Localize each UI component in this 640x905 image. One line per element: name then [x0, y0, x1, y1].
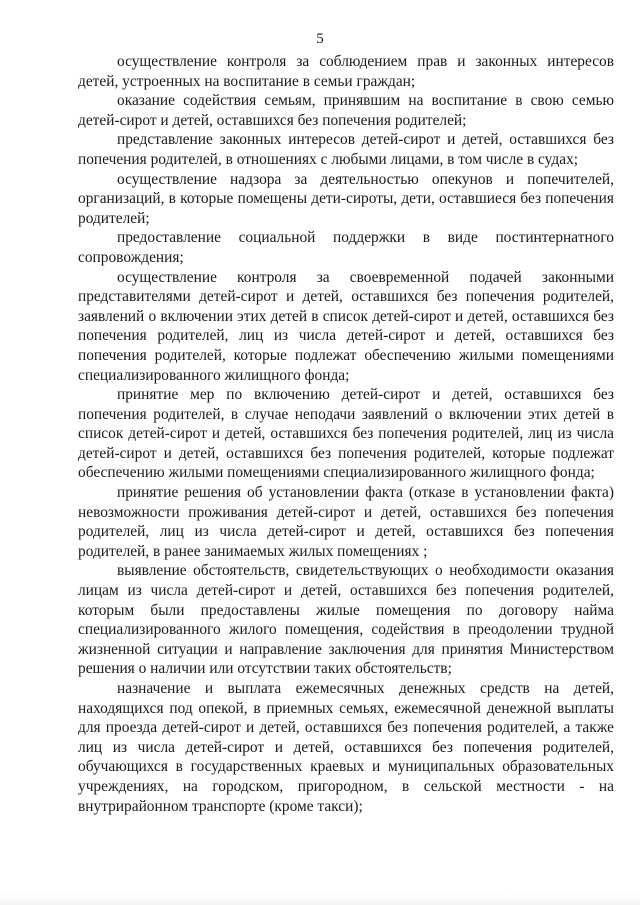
paragraph-6: осуществление контроля за своевременной подачей законными представителями детей-сирот и детей, оставшихся без попечения родителей, заявлений о включении этих детей в список детей-сирот и детей, оставшихся без попечения родителей, лиц из числа детей-сирот и детей, оставшихся без попечения родителей, которые подлежат обеспечению жилыми помещениями специализированного жилищного фонда;	[78, 268, 614, 384]
paragraph-8: принятие решения об установлении факта (отказе в установлении факта) невозможности проживания детей-сирот и детей, оставшихся без попечения родителей, лиц из числа детей-сирот и детей, оставшихся без попечения родителей, в ранее занимаемых жилых помещениях ;	[78, 484, 614, 560]
paragraph-3: представление законных интересов детей-сирот и детей, оставшихся без попечения родителей, в отношениях с любыми лицами, в том числе в судах;	[78, 131, 614, 168]
paragraph-4: осуществление надзора за деятельностью опекунов и попечителей, организаций, в которые помещены дети-сироты, дети, оставшиеся без попечения родителей;	[78, 170, 614, 227]
paragraph-2: оказание содействия семьям, принявшим на воспитание в свою семью детей-сирот и детей, оставшихся без попечения родителей;	[78, 92, 614, 129]
scan-bottom-edge	[0, 893, 640, 905]
page-number: 5	[316, 31, 324, 47]
paragraph-5: предоставление социальной поддержки в виде постинтернатного сопровождения;	[78, 229, 614, 266]
paragraph-10: назначение и выплата ежемесячных денежных средств на детей, находящихся под опекой, в приемных семьях, ежемесячной денежной выплаты для проезда детей-сирот и детей, оставшихся без попечения родителей, а также лиц из числа детей-сирот и детей, оставшихся без попечения родителей, обучающихся в государственных краевых и муниципальных образовательных учреждениях, на городском, пригородном, в сельской местности - на внутрирайонном транспорте (кроме такси);	[78, 680, 614, 815]
paragraph-1: осуществление контроля за соблюдением прав и законных интересов детей, устроенных на воспитание в семьи граждан;	[78, 53, 614, 90]
document-body	[78, 52, 614, 816]
paragraph-9: выявление обстоятельств, свидетельствующих о необходимости оказания лицам из числа детей-сирот и детей, оставшихся без попечения родителей, которым были предоставлены жилые помещения по договору найма специализированного жилого помещения, содействия в преодолении трудной жизненной ситуации и направление заключения для принятия Министерством решения о наличии или отсутствии таких обстоятельств;	[78, 562, 614, 678]
paragraph-7: принятие мер по включению детей-сирот и детей, оставшихся без попечения родителей, в случае неподачи заявлений о включении этих детей в список детей-сирот и детей, оставшихся без попечения родителей, лиц из числа детей-сирот и детей, оставшихся без попечения родителей, которые подлежат обеспечению жилыми помещениями специализированного жилищного фонда;	[78, 386, 614, 482]
